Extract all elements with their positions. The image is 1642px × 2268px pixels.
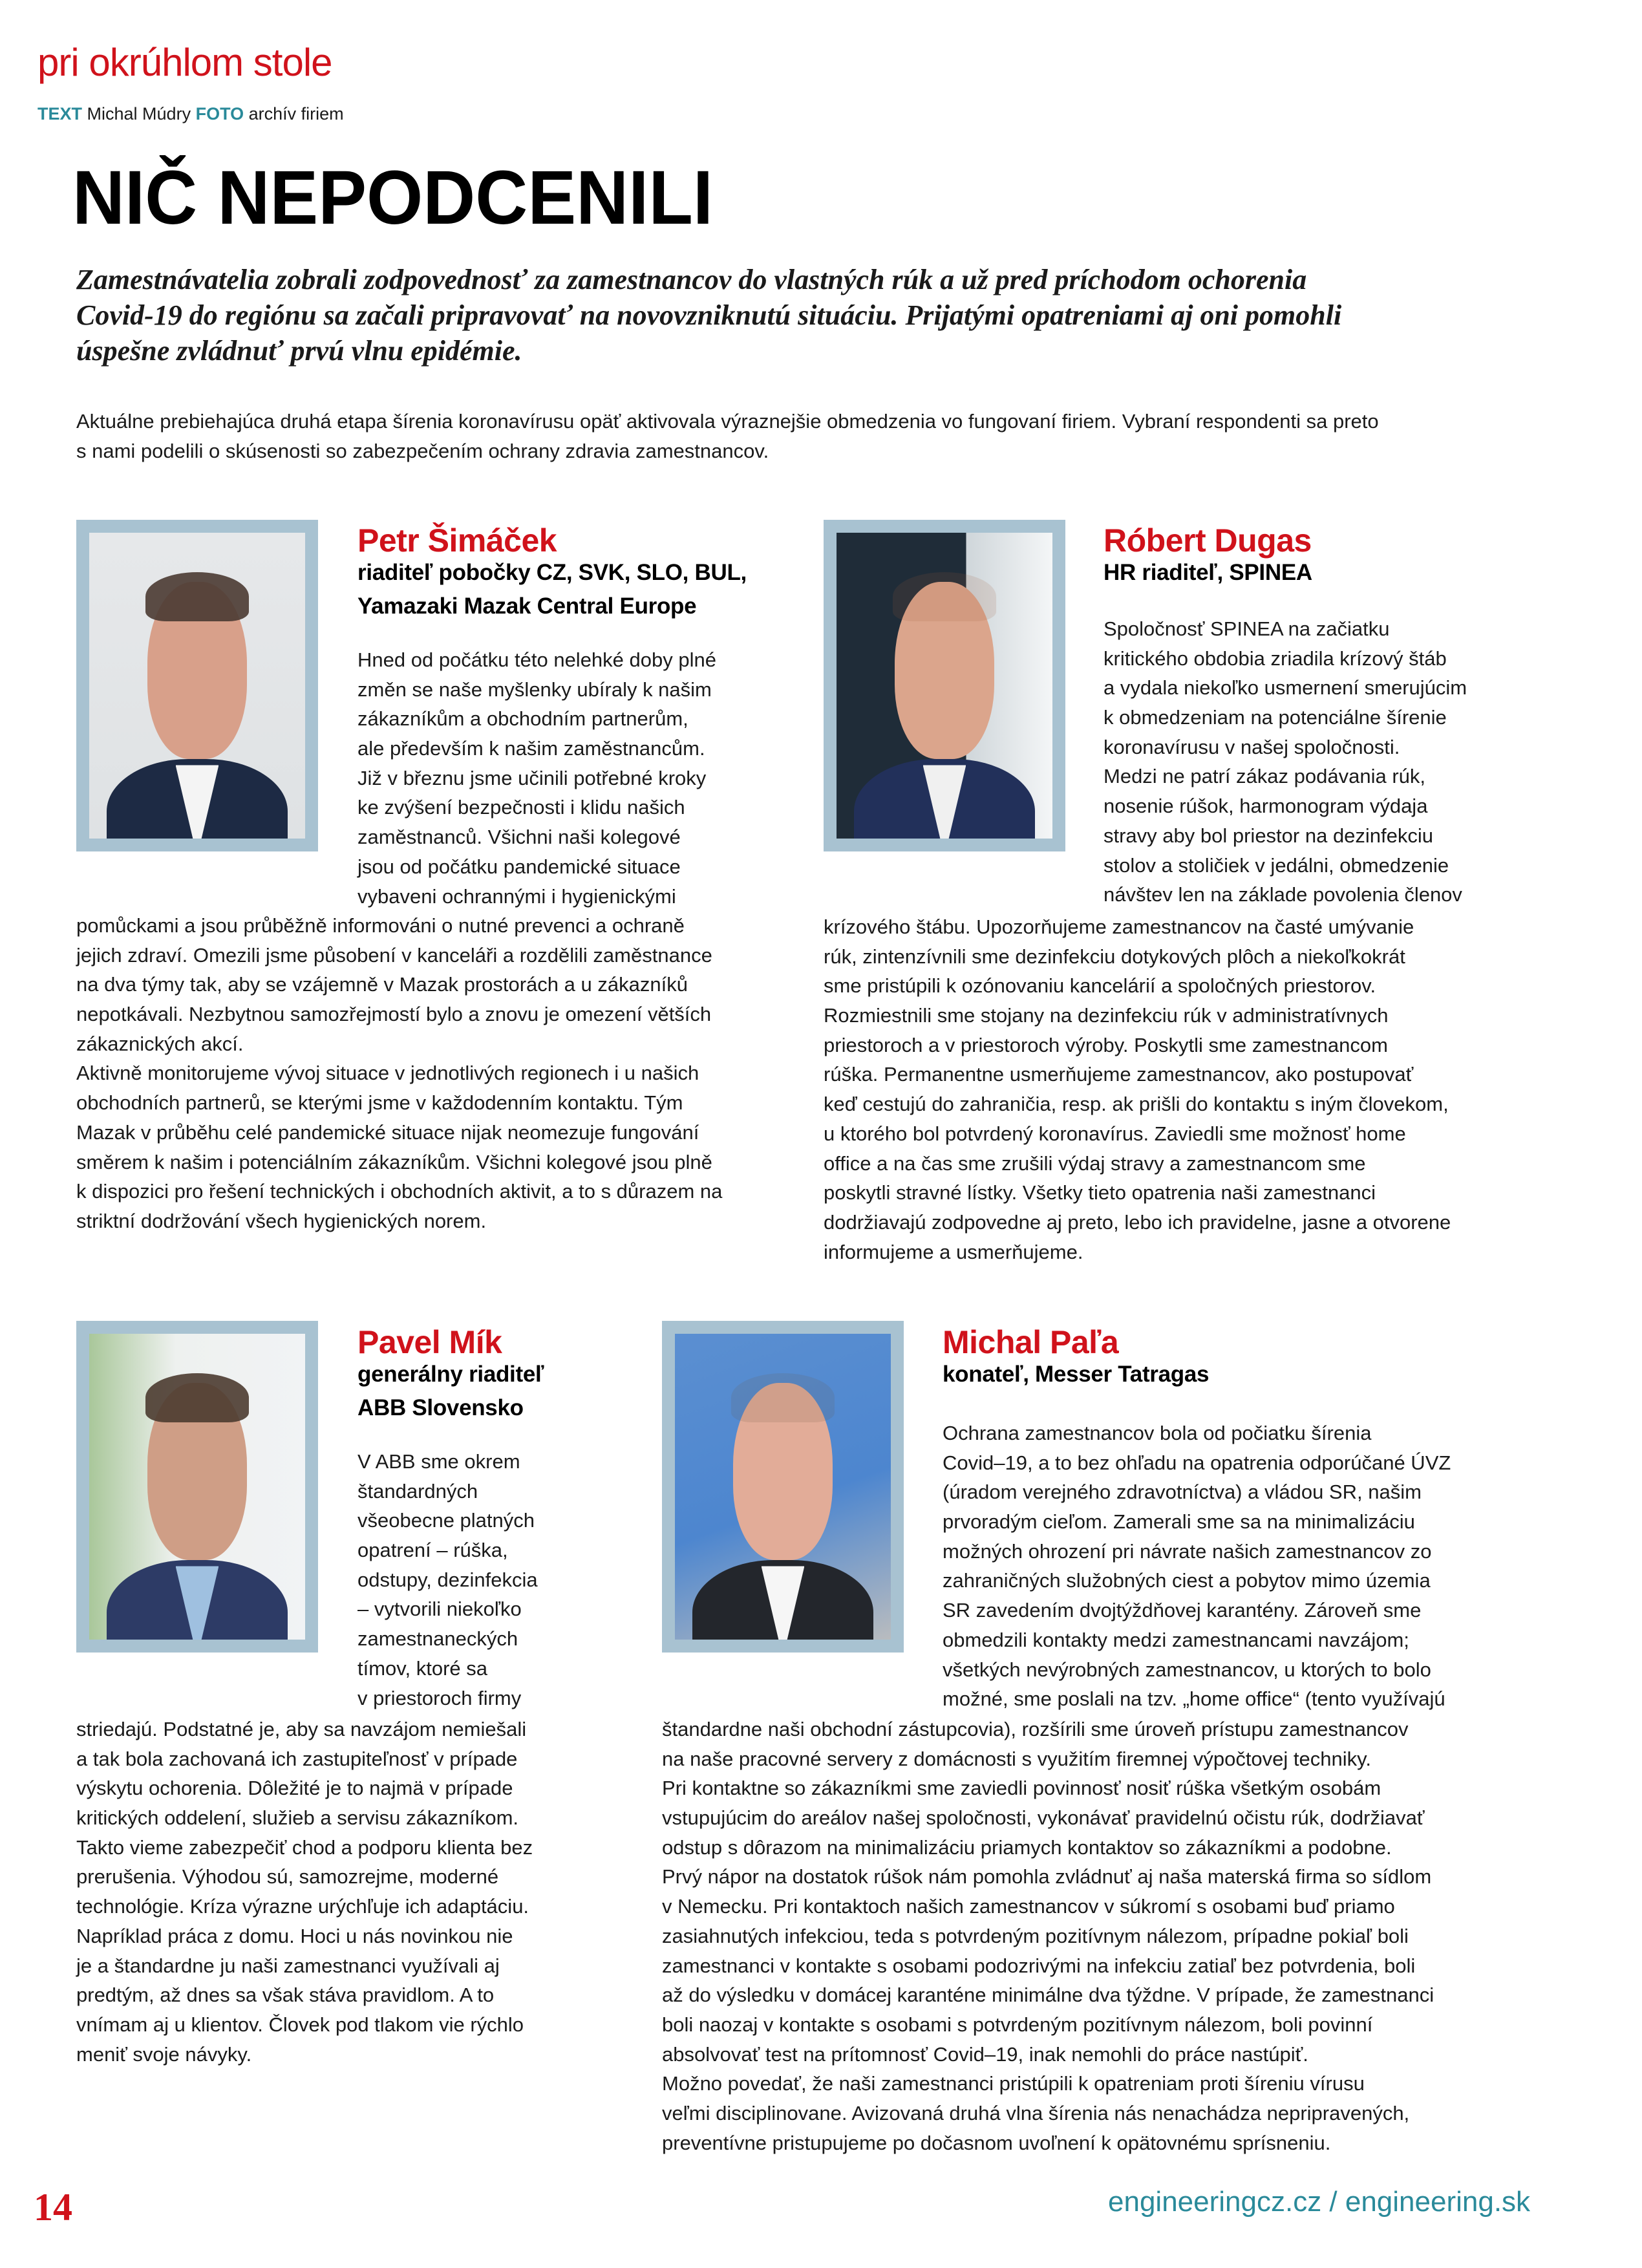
body-line: všeobecne platných [357, 1509, 535, 1532]
body-line: Již v březnu jsme učinili potřebné kroky [357, 766, 707, 789]
intro-line: s nami podelili o skúsenosti so zabezpečením ochrany zdravia zamestnancov. [76, 439, 769, 462]
body-line: štandardne naši obchodní zástupcovia), rozšírili sme úroveň prístupu zamestnancov [662, 1718, 1409, 1740]
body-line: kritického obdobia zriadila krízový štáb [1104, 647, 1447, 670]
body-line: (úradom verejného zdravotníctva) a vládou SR, našim [943, 1481, 1422, 1504]
body-line: vnímam aj u klientov. Človek pod tlakom vie rýchlo [76, 2013, 524, 2036]
body-line: změn se naše myšlenky ubíraly k našim [357, 678, 712, 701]
body-line: boli naozaj v kontakte s osobami s potvrdeným pozitívnym nálezom, boli povinní [662, 2013, 1373, 2036]
body-line: Rozmiestnili sme stojany na dezinfekciu rúk v administratívnych [824, 1004, 1389, 1027]
body-line: a tak bola zachovaná ich zastupiteľnosť v prípade [76, 1747, 518, 1770]
body-line: informujeme a usmerňujeme. [824, 1240, 1083, 1263]
body-line: obmedzili kontakty medzi zamestnancami navzájom; [943, 1628, 1409, 1651]
body-line: u ktorého bol potvrdený koronavírus. Zaviedli sme možnosť home [824, 1122, 1406, 1145]
body-line: Možno povedať, že naši zamestnanci pristúpili k opatreniam proti šíreniu vírusu [662, 2072, 1365, 2095]
body-line: odstup s dôrazom na minimalizáciu priamych kontaktov so zákazníkmi a podobne. [662, 1835, 1392, 1859]
body-line: Pri kontaktne so zákazníkmi sme zaviedli povinnosť nosiť rúška všetkým osobám [662, 1777, 1381, 1800]
body-line: Medzi ne patrí zákaz podávania rúk, [1104, 765, 1425, 788]
body-line: k dispozici pro řešení technických i obchodních aktivit, a to s důrazem na [76, 1180, 723, 1203]
respondent-name: Michal Paľa [943, 1324, 1119, 1360]
body-line: výskytu ochorenia. Dôležité je to najmä v prípade [76, 1777, 513, 1800]
respondent-name: Róbert Dugas [1104, 522, 1312, 559]
respondent-role: konateľ, Messer Tatragas [943, 1362, 1210, 1387]
page-number: 14 [34, 2186, 72, 2229]
lead-line: Zamestnávatelia zobrali zodpovednosť za zamestnancov do vlastných rúk a už pred príchodom ochorenia [76, 264, 1307, 295]
body-line: prerušenia. Výhodou sú, samozrejme, moderné [76, 1865, 499, 1888]
respondent-role: ABB Slovensko [357, 1395, 524, 1420]
photo-frame [76, 520, 318, 851]
portrait-photo [675, 1334, 891, 1640]
body-line: Mazak v průběhu celé pandemické situace nijak neomezuje fungování [76, 1120, 699, 1144]
photo-frame [824, 520, 1065, 851]
credits-photo-source: archív firiem [248, 104, 344, 123]
body-line: k obmedzeniam na potenciálne šírenie [1104, 706, 1447, 729]
body-line: kritických oddelení, služieb a servisu zákazníkom. [76, 1806, 519, 1830]
credits [37, 103, 344, 124]
body-line: je a štandardne ju naši zamestnanci využívali aj [76, 1954, 500, 1977]
respondent-body [76, 911, 722, 1236]
body-line: nepotkávali. Nezbytnou samozřejmostí bylo a znovu je omezení větších [76, 1003, 712, 1026]
body-line: sme pristúpili k ozónovaniu kancelárií a spoločných priestorov. [824, 974, 1376, 998]
respondent-body [662, 1715, 1434, 2157]
body-line: směrem k našim i potenciálním zákazníkům. Všichni kolegové jsou plně [76, 1150, 712, 1173]
body-line: koronavírusu v našej spoločnosti. [1104, 735, 1400, 758]
respondent-role: generálny riaditeľ [357, 1362, 544, 1387]
body-line: zákaznických akcí. [76, 1032, 244, 1055]
body-line: poskytli stravné lístky. Všetky tieto opatrenia naši zamestnanci [824, 1181, 1376, 1204]
body-line: veľmi disciplinovane. Avizovaná druhá vlna šírenia nás nenachádza nepripravených, [662, 2101, 1410, 2124]
body-line: až do výsledku v domácej karanténe minimálne dva týždne. V prípade, že zamestnanci [662, 1984, 1434, 2007]
respondent-name: Petr Šimáček [357, 522, 557, 559]
body-line: Covid–19, a to bez ohľadu na opatrenia odporúčané ÚVZ [943, 1451, 1451, 1474]
body-line: zamestnaneckých [357, 1627, 518, 1651]
body-line: striedajú. Podstatné je, aby sa navzájom nemiešali [76, 1718, 527, 1740]
body-line: možné, sme poslali na tzv. „home office“ (tento využívajú [943, 1687, 1445, 1711]
body-line: návštev len na základe povolenia členov [1104, 883, 1462, 906]
portrait-photo [89, 1334, 305, 1640]
body-line: obchodních partnerů, se kterými jsme v každodenním kontaktu. Tým [76, 1091, 683, 1115]
body-line: Aktivně monitorujeme vývoj situace v jednotlivých regionech i u našich [76, 1062, 699, 1085]
lead-line: Covid-19 do regiónu sa začali pripravovať na novovzniknutú situáciu. Prijatými opatreniami aj oni pomohli [76, 299, 1342, 331]
body-line: keď cestujú do zahraničia, resp. ak prišli do kontaktu s iným človekom, [824, 1093, 1449, 1116]
body-line: Spoločnosť SPINEA na začiatku [1104, 617, 1390, 640]
body-line: vstupujúcim do areálov našej spoločnosti, vykonávať pravidelnú očistu rúk, dodržiavať [662, 1806, 1425, 1830]
photo-frame [662, 1321, 904, 1653]
body-line: Takto vieme zabezpečiť chod a podporu klienta bez [76, 1835, 533, 1859]
respondent-role: HR riaditeľ, SPINEA [1104, 560, 1312, 585]
lead-line: úspešne zvládnuť prvú vlnu epidémie. [76, 335, 522, 367]
intro-line: Aktuálne prebiehajúca druhá etapa šírenia koronavírusu opäť aktivovala výraznejšie obmedzenia vo fungovaní firiem. Vybraní respondenti sa preto [76, 410, 1379, 433]
credits-photo-label: FOTO [195, 104, 244, 123]
respondent-body-indented [943, 1418, 1451, 1714]
body-line: Napríklad práca z domu. Hoci u nás novinkou nie [76, 1924, 513, 1947]
body-line: office a na čas sme zrušili výdaj stravy a zamestnancom sme [824, 1151, 1366, 1175]
body-line: absolvovať test na prítomnosť Covid–19, inak nemohli do práce nastúpiť. [662, 2042, 1308, 2066]
body-line: prvoradým cieľom. Zamerali sme sa na minimalizáciu [943, 1510, 1415, 1534]
body-line: V ABB sme okrem [357, 1450, 520, 1473]
credits-author: Michal Múdry [87, 104, 191, 123]
portrait-photo [89, 533, 305, 839]
body-line: Ochrana zamestnancov bola od počiatku šírenia [943, 1422, 1372, 1444]
body-line: zasiahnutých infekciou, teda s potvrdeným pozitívnym nálezom, prípadne pokiaľ boli [662, 1924, 1409, 1947]
body-line: predtým, až dnes sa však stáva pravidlom. A to [76, 1984, 495, 2007]
respondent-body-indented [357, 1447, 538, 1713]
body-line: preventívne pristupujeme po dočasnom uvoľnení k opätovnému sprísneniu. [662, 2131, 1331, 2154]
body-line: všetkých nevýrobných zamestnancov, u ktorých to bolo [943, 1658, 1431, 1681]
body-line: na dva týmy tak, aby se vzájemně v Mazak prostorách a u zákazníků [76, 973, 688, 996]
body-line: zákazníkům a obchodním partnerům, [357, 707, 688, 731]
article-lead [76, 262, 1498, 369]
body-line: rúk, zintenzívnili sme dezinfekciu dotykových plôch a niekoľkokrát [824, 945, 1405, 968]
body-line: meniť svoje návyky. [76, 2042, 252, 2066]
body-line: rúška. Permanentne usmerňujeme zamestnancov, ako postupovať [824, 1063, 1414, 1086]
body-line: opatrení – rúška, [357, 1539, 508, 1562]
body-line: odstupy, dezinfekcia [357, 1568, 538, 1591]
body-line: – vytvorili niekoľko [357, 1598, 522, 1621]
body-line: SR zavedením dvojtýždňovej karantény. Zároveň sme [943, 1599, 1422, 1622]
body-line: možných ohrození pri návrate našich zamestnancov zo [943, 1539, 1432, 1563]
body-line: ale především k našim zaměstnancům. [357, 737, 705, 760]
respondent-role: Yamazaki Mazak Central Europe [357, 594, 697, 619]
body-line: Hned od počátku této nelehké doby plné [357, 648, 716, 671]
body-line: ke zvýšení bezpečnosti i klidu našich [357, 796, 685, 819]
body-line: a vydala niekoľko usmernení smerujúcim [1104, 676, 1467, 700]
body-line: nosenie rúšok, harmonogram výdaja [1104, 795, 1428, 818]
respondent-role: riaditeľ pobočky CZ, SVK, SLO, BUL, [357, 560, 747, 585]
body-line: v priestoroch firmy [357, 1686, 522, 1709]
body-line: pomůckami a jsou průběžně informováni o nutné prevenci a ochraně [76, 914, 685, 937]
body-line: stravy aby bol priestor na dezinfekciu [1104, 824, 1434, 847]
portrait-photo [837, 533, 1052, 839]
body-line: jsou od počátku pandemické situace [357, 855, 681, 878]
article-title: NIČ NEPODCENILI [72, 155, 714, 241]
body-line: striktní dodržování všech hygienických norem. [76, 1209, 487, 1232]
body-line: na naše pracovné servery z domácnosti s využitím firemnej výpočtovej techniky. [662, 1747, 1371, 1770]
body-line: dodržiavajú zodpovedne aj preto, lebo ich pravidelne, jasne a otvorene [824, 1210, 1451, 1234]
body-line: v Nemecku. Pri kontaktoch našich zamestnancov v súkromí s osobami buď priamo [662, 1895, 1395, 1918]
body-line: technológie. Kríza výrazne urýchľuje ich adaptáciu. [76, 1895, 529, 1918]
body-line: tímov, ktoré sa [357, 1656, 487, 1680]
body-line: vybaveni ochrannými i hygienickými [357, 884, 676, 908]
body-line: Prvý nápor na dostatok rúšok nám pomohla zvládnuť aj naša materská firma so sídlom [662, 1865, 1432, 1888]
body-line: zaměstnanců. Všichni naši kolegové [357, 826, 681, 849]
respondent-body-indented [357, 645, 716, 911]
body-line: krízového štábu. Upozorňujeme zamestnancov na časté umývanie [824, 915, 1414, 938]
body-line: stolov a stoličiek v jedálni, obmedzenie [1104, 853, 1449, 877]
body-line: zamestnanci v kontakte s osobami podozrivými na infekciu zatiaľ bez potvrdenia, boli [662, 1954, 1416, 1977]
article-intro [76, 407, 1379, 465]
body-line: štandardných [357, 1479, 478, 1503]
respondent-name: Pavel Mík [357, 1324, 502, 1360]
respondent-body [824, 912, 1451, 1267]
photo-frame [76, 1321, 318, 1653]
section-label: pri okrúhlom stole [37, 41, 332, 84]
body-line: priestoroch a v priestoroch výroby. Poskytli sme zamestnancom [824, 1033, 1388, 1056]
credits-text-label: TEXT [37, 104, 83, 123]
body-line: zahraničných služobných ciest a pobytov mimo územia [943, 1569, 1431, 1592]
respondent-body [76, 1715, 533, 2069]
body-line: jejich zdraví. Omezili jsme působení v kanceláři a rozdělili zaměstnance [76, 943, 712, 967]
footer-url[interactable]: engineeringcz.cz / engineering.sk [1108, 2186, 1531, 2218]
respondent-body-indented [1104, 614, 1467, 910]
